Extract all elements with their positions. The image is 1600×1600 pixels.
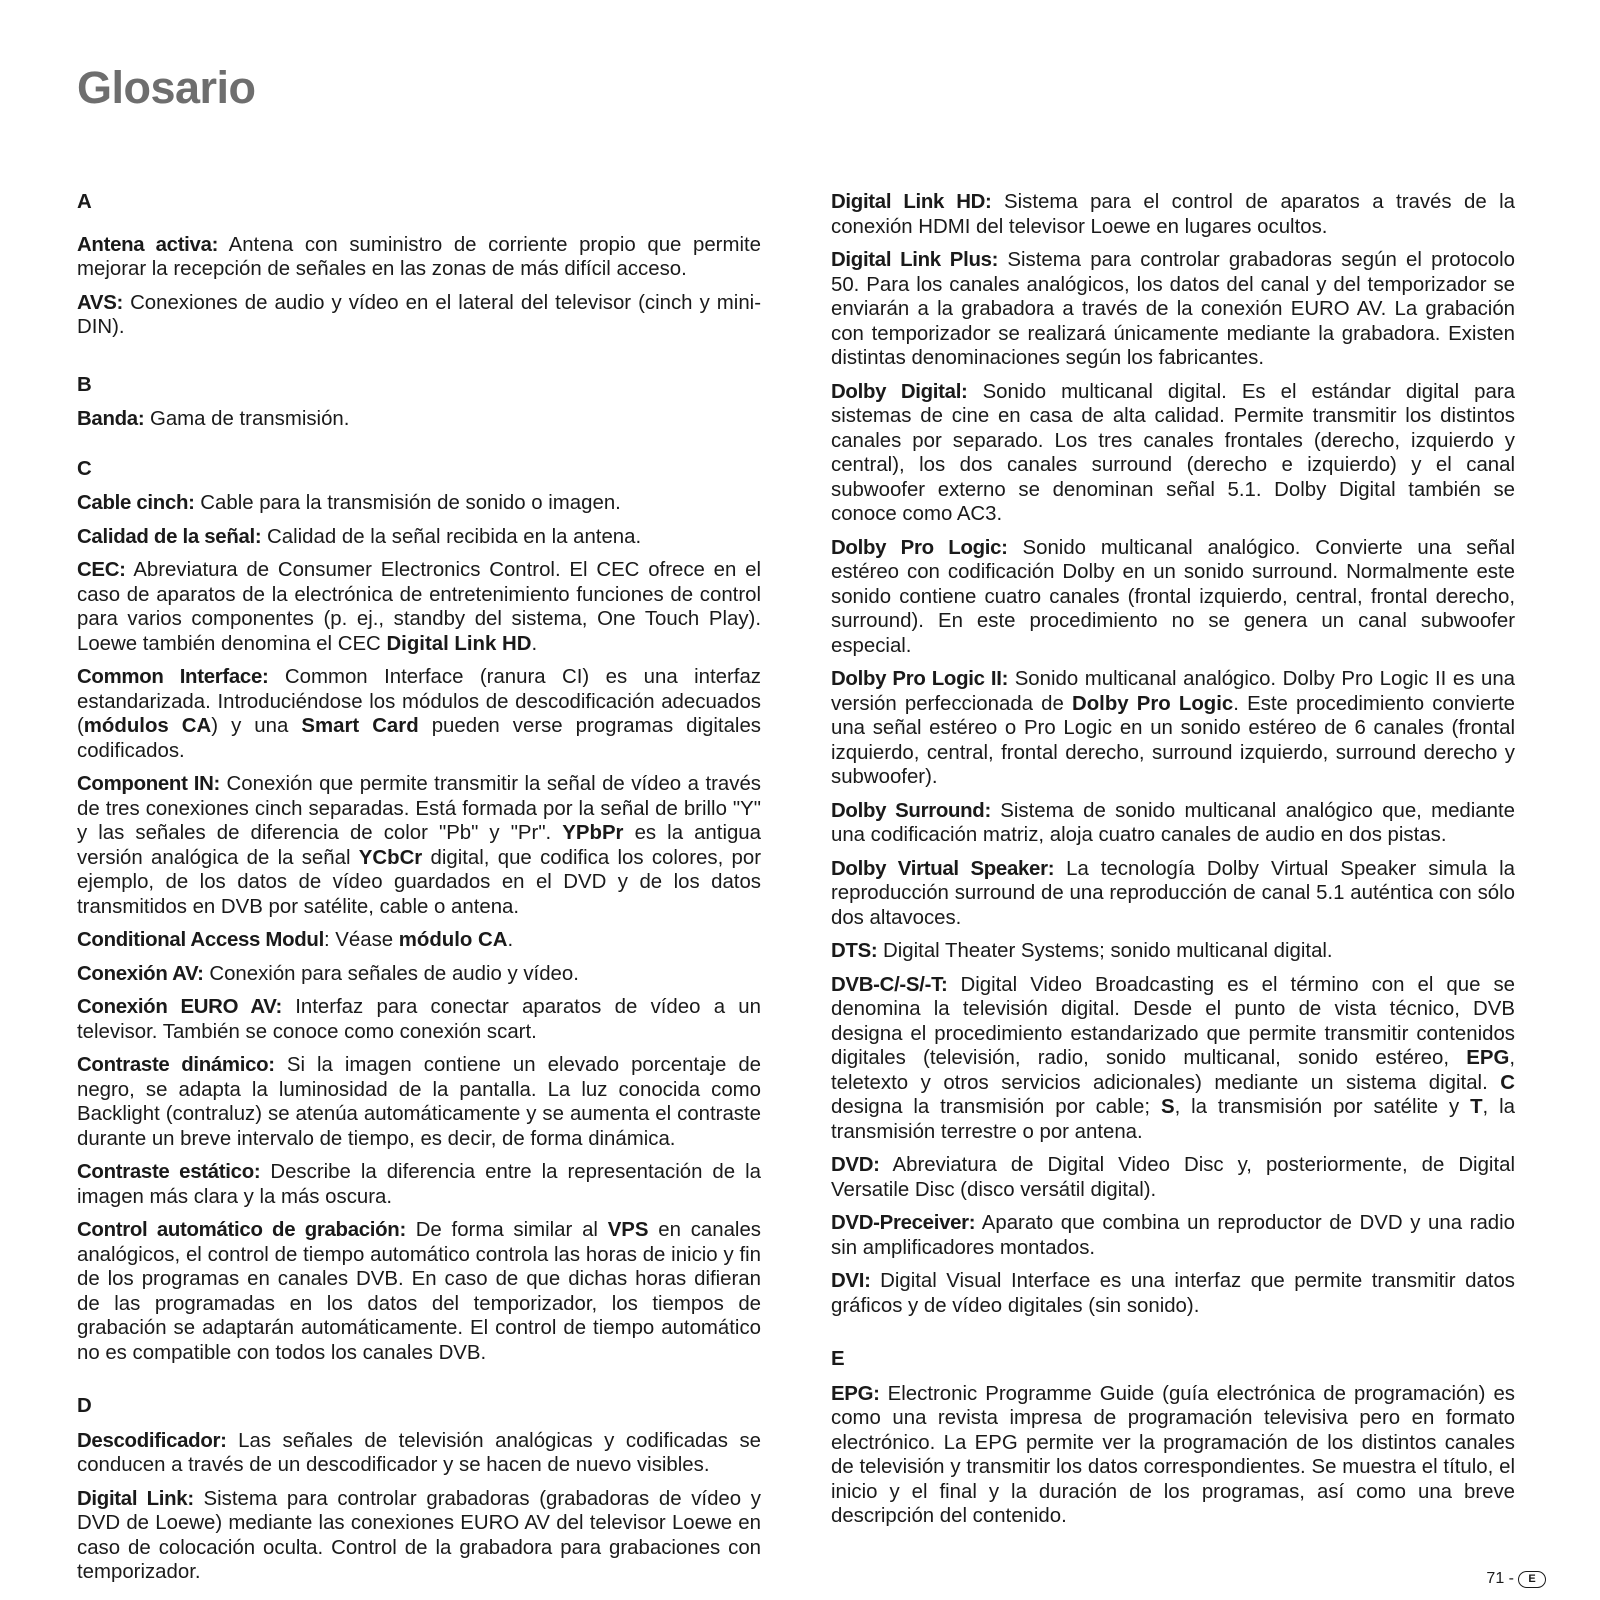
entry-digital-link-plus: Digital Link Plus: Sistema para controlar grabadoras según el protocolo 50. Para los canales analógicos, los datos del canal y del temporizador se enviarán a la grabadora a través de la conexión EURO AV. La grabación con temporizador se realizará únicamente mediante la grabadora. Existen distintas denominaciones según los fabricantes.: [831, 249, 1515, 369]
section-letter-a: A: [77, 191, 92, 213]
entry-banda: Banda: Gama de transmisión.: [77, 408, 350, 430]
glossary-left-column: [77, 190, 761, 1594]
entry-antena-activa: Antena activa: Antena con suministro de corriente propio que permite mejorar la recepción de señales en las zonas de más difícil acceso.: [77, 233, 761, 280]
section-letter-b: B: [77, 373, 92, 396]
entry-dvd-preceiver: DVD-Preceiver: Aparato que combina un reproductor de DVD y una radio sin amplificadores montados.: [831, 1212, 1515, 1259]
entry-calidad-senal: Calidad de la señal: Calidad de la señal recibida en la antena.: [77, 525, 642, 548]
entry-dolby-virtual-speaker: Dolby Virtual Speaker: La tecnología Dolby Virtual Speaker simula la reproducción surround de una reproducción de canal 5.1 auténtica con sólo dos altavoces.: [831, 857, 1516, 929]
entry-dolby-digital: Dolby Digital: Sonido multicanal digital. Es el estándar digital para sistemas de cine en casa de alta calidad. Permite transmitir los distintos canales por separado. Los tres canales frontales (derecho, izquierdo y central), los dos canales surround (derecho e izquierdo) y el canal subwoofer externo se denominan señal 5.1. Dolby Digital también se conoce como AC3.: [831, 380, 1515, 525]
entry-conditional-access: Conditional Access Modul: Véase módulo CA.: [77, 929, 514, 951]
glossary-right-column: [831, 190, 1515, 1538]
entry-contraste-dinamico: Contraste dinámico: Si la imagen contiene un elevado porcentaje de negro, se adapta la luminosidad de la pantalla. La luz conocida como Backlight (contraluz) se atenúa automáticamente y se aumenta el contraste durante un breve intervalo de tiempo, es decir, de forma dinámica.: [77, 1054, 762, 1150]
page-number: [1486, 1570, 1546, 1588]
entry-dolby-surround: Dolby Surround: Sistema de sonido multicanal analógico que, mediante una codificación matriz, aloja cuatro canales de audio en dos pistas.: [831, 799, 1515, 846]
entry-epg: EPG: Electronic Programme Guide (guía electrónica de programación) es como una revista impresa de programación televisiva pero en formato electrónico. La EPG permite ver la programación de los distintos canales de televisión y transmitir los datos correspondientes. Se muestra el título, el inicio y el final y la duración de los programas, así como una breve descripción del contenido.: [831, 1382, 1515, 1527]
entry-common-interface: Common Interface: Common Interface (ranura CI) es una interfaz estandarizada. Introduciéndose los módulos de descodificación adecuados (módulos CA) y una Smart Card pueden verse programas digitales codificados.: [77, 666, 761, 762]
entry-dolby-pro-logic: Dolby Pro Logic: Sonido multicanal analógico. Convierte una señal estéreo con codificación Dolby en un sonido surround. Normalmente este sonido contiene cuatro canales (frontal izquierdo, central, frontal derecho, surround). En este procedimiento no se genera un canal subwoofer especial.: [831, 536, 1516, 657]
entry-dolby-pro-logic-ii: Dolby Pro Logic II: Sonido multicanal analógico. Dolby Pro Logic II es una versión perfeccionada de Dolby Pro Logic. Este procedimiento convierte una señal estéreo o Pro Logic en un sonido estéreo de 6 canales (frontal izquierdo, central, frontal derecho, surround izquierdo, surround derecho y subwoofer).: [831, 668, 1516, 788]
entry-conexion-euro-av: Conexión EURO AV: Interfaz para conectar aparatos de vídeo a un televisor. También se conoce como conexión scart.: [77, 996, 761, 1043]
page-number-text: 71 -: [1486, 1570, 1514, 1587]
entry-component-in: Component IN: Conexión que permite transmitir la señal de vídeo a través de tres conexiones cinch separadas. Está formada por la señal de brillo "Y" y las señales de diferencia de color "Pb" y "Pr". YPbPr es la antigua versión analógica de la señal YCbCr digital, que codifica los colores, por ejemplo, de los datos de vídeo guardados en el DVD y de los datos transmitidos en DVB por satélite, cable o antena.: [77, 773, 762, 918]
page-title: Glosario: [77, 62, 256, 113]
entry-dvd: DVD: Abreviatura de Digital Video Disc y, posteriormente, de Digital Versatile Disc (disco versátil digital).: [831, 1154, 1515, 1201]
section-letter-c: C: [77, 457, 92, 480]
entry-descodificador: Descodificador: Las señales de televisión analógicas y codificadas se conducen a través de un descodificador y se hacen de nuevo visibles.: [77, 1429, 761, 1476]
entry-digital-link: Digital Link: Sistema para controlar grabadoras (grabadoras de vídeo y DVD de Loewe) mediante las conexiones EURO AV del televisor Loewe en caso de colocación oculta. Control de la grabadora para grabaciones con temporizador.: [77, 1487, 761, 1583]
entry-dts: DTS: Digital Theater Systems; sonido multicanal digital.: [831, 940, 1333, 962]
entry-control-automatico: Control automático de grabación: De forma similar al VPS en canales analógicos, el control de tiempo automático controla las horas de inicio y fin de los programas en canales DVB. En caso de que dichas horas difieran de las programadas en los datos del temporizador, los tiempos de grabación se adaptarán automáticamente. El control de tiempo automático no es compatible con todos los canales DVB.: [77, 1219, 761, 1364]
entry-avs: AVS: Conexiones de audio y vídeo en el lateral del televisor (cinch y mini-DIN).: [77, 291, 761, 338]
entry-cable-cinch: Cable cinch: Cable para la transmisión de sonido o imagen.: [77, 492, 621, 514]
entry-digital-link-hd: Digital Link HD: Sistema para el control de aparatos a través de la conexión HDMI del televisor Loewe en lugares ocultos.: [831, 191, 1515, 238]
entry-cec: CEC: Abreviatura de Consumer Electronics Control. El CEC ofrece en el caso de aparatos de la electrónica de entretenimiento funciones de control para varios componentes (p. ej., standby del sistema, One Touch Play). Loewe también denomina el CEC Digital Link HD.: [77, 559, 761, 655]
entry-dvi: DVI: Digital Visual Interface es una interfaz que permite transmitir datos gráficos y de vídeo digitales (sin sonido).: [831, 1270, 1515, 1317]
section-letter-e: E: [831, 1348, 845, 1370]
language-e-badge: E: [1518, 1571, 1546, 1588]
section-letter-d: D: [77, 1395, 92, 1417]
entry-conexion-av: Conexión AV: Conexión para señales de audio y vídeo.: [77, 962, 579, 985]
entry-dvb: DVB-C/-S/-T: Digital Video Broadcasting es el término con el que se denomina la televisión digital. Desde el punto de vista técnico, DVB designa el procedimiento estandarizado que permite transmitir contenidos digitales (televisión, radio, sonido multicanal, sonido estéreo, EPG, teletexto y otros servicios adicionales) mediante un sistema digital. C designa la transmisión por cable; S, la transmisión por satélite y T, la transmisión terrestre o por antena.: [831, 973, 1515, 1143]
entry-contraste-estatico: Contraste estático: Describe la diferencia entre la representación de la imagen más clara y la más oscura.: [77, 1161, 761, 1208]
